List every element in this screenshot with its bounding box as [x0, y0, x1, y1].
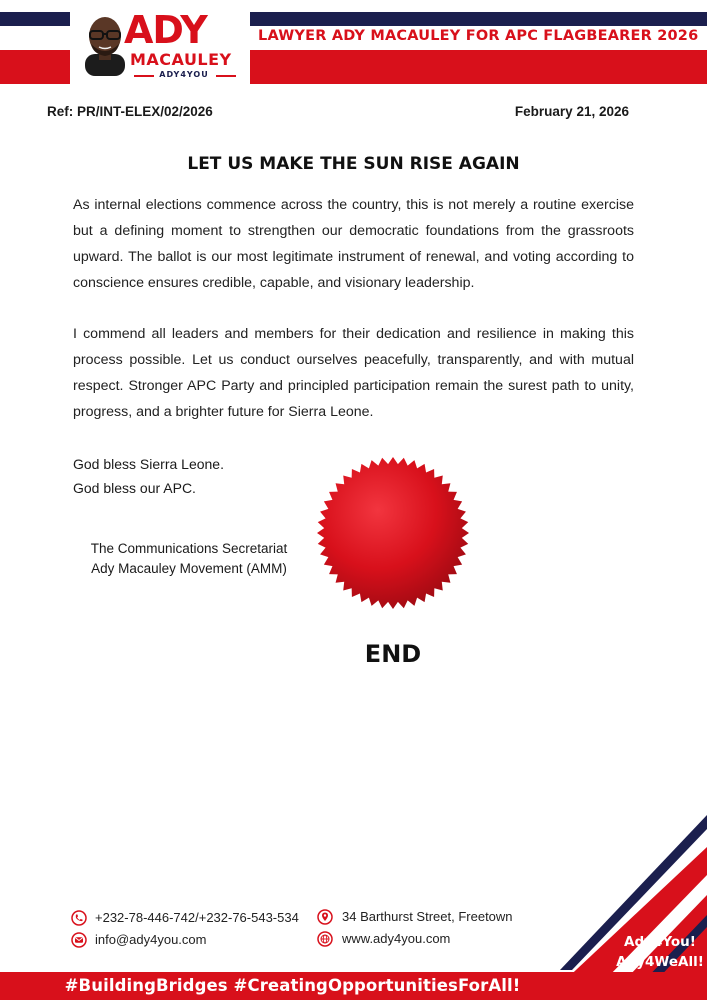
letter-date: February 21, 2026: [514, 104, 629, 119]
email-icon: [71, 932, 87, 948]
end-marker: END: [364, 640, 422, 668]
slogan-line: Ady4You!: [624, 934, 696, 950]
footer-slogan: [612, 932, 707, 972]
footer-phone: +232-78-446-742/+232-76-543-534: [95, 910, 299, 925]
phone-icon: [71, 910, 87, 926]
blessing-line: God bless our APC.: [73, 480, 196, 496]
location-pin-icon: [317, 909, 333, 925]
reference-number: Ref: PR/INT-ELEX/02/2026: [47, 104, 213, 119]
red-seal-icon: [316, 456, 470, 610]
header-red-stripe-left: [0, 50, 70, 84]
header-navy-stripe-right: [250, 12, 707, 26]
body-paragraph: As internal elections commence across the country, this is not merely a routine exercise but a defining moment to strengthen our democratic foundations from the grassroots upward. The ballot is our most legitimate instrument of renewal, and voting according to conscience ensures credible, capable, and visionary leadership.: [73, 197, 634, 291]
footer-address: 34 Barthurst Street, Freetown: [342, 909, 513, 924]
letter-headline: LET US MAKE THE SUN RISE AGAIN: [187, 154, 520, 174]
slogan-line: Ady4WeAll!: [616, 954, 704, 970]
body-paragraph: I commend all leaders and members for their dedication and resilience in making this process possible. Let us conduct ourselves peacefully, transparently, and with mutual respect. Stronger APC Party and principled participation remain the surest path to unity, progress, and a brighter future for Sierra Leone.: [73, 326, 634, 420]
header-navy-stripe-left: [0, 12, 70, 26]
footer-email[interactable]: info@ady4you.com: [95, 932, 207, 947]
signature-line: The Communications Secretariat: [90, 541, 288, 556]
logo-name-top: ADY: [124, 8, 207, 52]
logo-tagline: ADY4YOU: [159, 70, 209, 79]
blessing-line: God bless Sierra Leone.: [73, 456, 224, 472]
footer-hashtags: #BuildingBridges #CreatingOpportunitiesForAll!: [64, 976, 521, 995]
globe-icon: [317, 931, 333, 947]
signature-line: Ady Macauley Movement (AMM): [91, 561, 287, 576]
header-red-stripe-right: [250, 50, 707, 84]
signature-block: [73, 539, 305, 579]
footer-website[interactable]: www.ady4you.com: [342, 931, 451, 946]
banner-title: LAWYER ADY MACAULEY FOR APC FLAGBEARER 2026: [258, 28, 699, 44]
logo-name-bottom: MACAULEY: [130, 50, 232, 69]
